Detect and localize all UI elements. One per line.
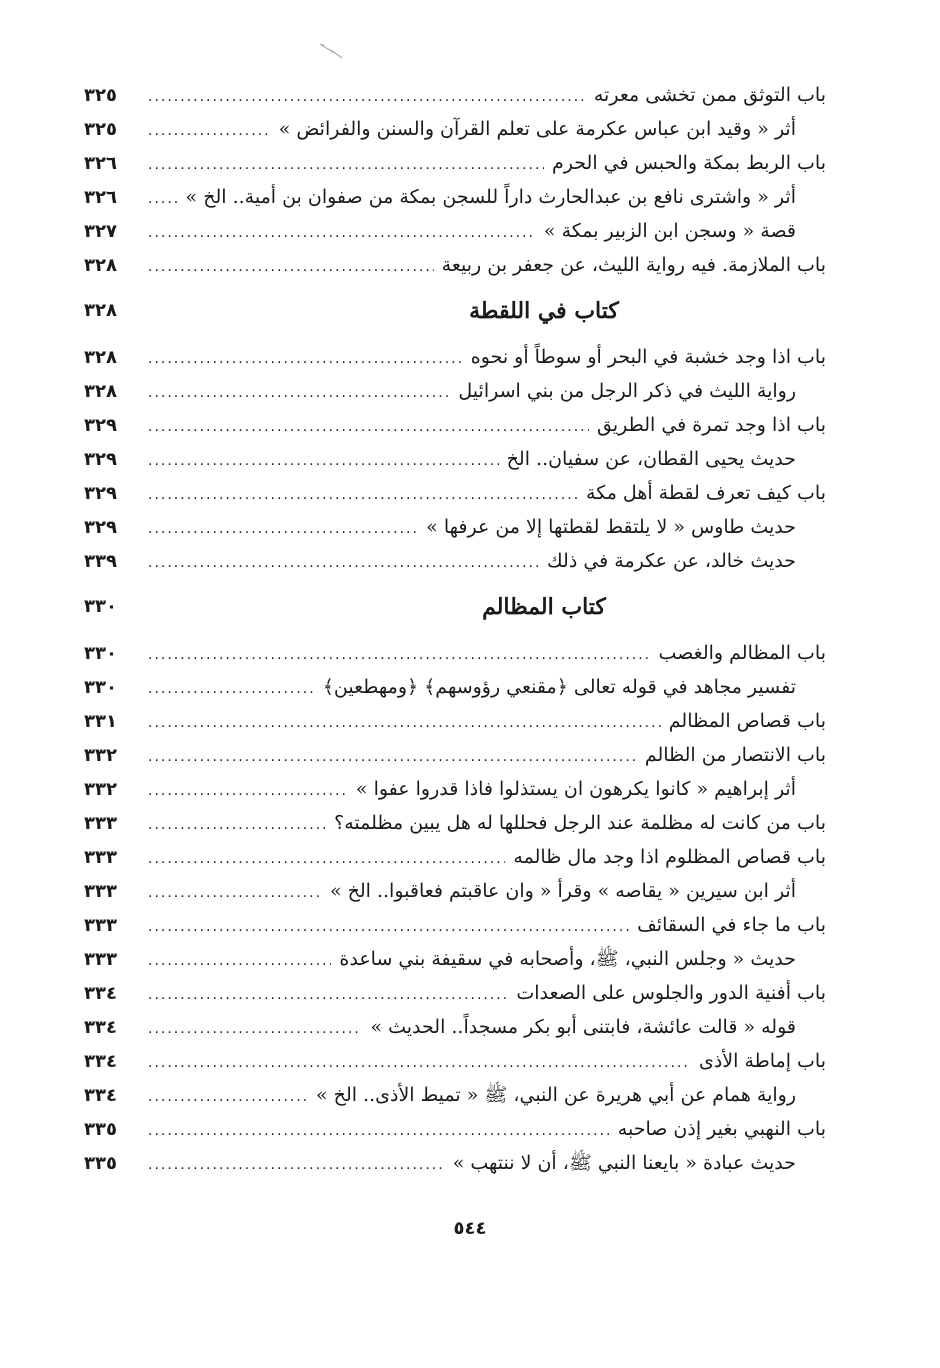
entry-title: تفسير مجاهد في قوله تعالى ﴿مقنعي رؤوسهم﴾ ﴿ومهطعين﴾ xyxy=(322,676,796,698)
dot-leader xyxy=(148,376,450,410)
dot-leader xyxy=(148,774,348,808)
page-ref: ٣٢٨ xyxy=(84,300,117,321)
page-ref: ٣٣٠ xyxy=(84,596,117,617)
dot-leader xyxy=(148,638,651,672)
dot-leader xyxy=(148,444,499,478)
entry-title: أثر « وقيد ابن عباس عكرمة على تعلم القرآن والسنن والفرائض » xyxy=(278,118,796,140)
chapter-title: كتاب المظالم xyxy=(482,594,606,620)
entry-title: حديث عبادة « بايعنا النبي ﷺ، أن لا ننتهب » xyxy=(452,1152,796,1174)
entry-title: باب أفنية الدور والجلوس على الصعدات xyxy=(516,982,826,1004)
entry-title: حديث خالد، عن عكرمة في ذلك xyxy=(547,550,796,572)
page-ref: ٣٣١ xyxy=(84,711,117,732)
page-ref: ٣٢٩ xyxy=(84,449,117,470)
toc-chapter-heading xyxy=(84,578,826,636)
dot-leader xyxy=(148,512,418,546)
entry-title: باب اذا وجد تمرة في الطريق xyxy=(597,414,826,436)
dot-leader xyxy=(148,478,578,512)
dot-leader xyxy=(148,182,178,216)
dot-leader xyxy=(148,910,629,944)
entry-title: باب ما جاء في السقائف xyxy=(637,914,826,936)
toc-entry xyxy=(84,340,826,374)
page-ref: ٣٣٢ xyxy=(84,745,117,766)
page-ref: ٣٣٠ xyxy=(84,643,117,664)
toc-entry xyxy=(84,806,826,840)
page-ref: ٣٣٣ xyxy=(84,813,117,834)
toc-subentry xyxy=(84,510,826,544)
page-ref: ٣٣٠ xyxy=(84,677,117,698)
entry-title: قصة « وسجن ابن الزبير بمكة » xyxy=(543,220,796,242)
entry-title: باب الملازمة. فيه رواية الليث، عن جعفر بن ربيعة xyxy=(441,254,826,276)
entry-title: باب كيف تعرف لقطة أهل مكة xyxy=(586,482,826,504)
ink-smudge-mark xyxy=(318,40,344,62)
page-ref: ٣٣٤ xyxy=(84,1085,117,1106)
page-ref: ٣٣٣ xyxy=(84,915,117,936)
entry-title: باب اذا وجد خشبة في البحر أو سوطاً أو نحوه xyxy=(470,346,826,368)
page-number: ٥٤٤ xyxy=(453,1218,487,1239)
toc-entry xyxy=(84,738,826,772)
toc-subentry xyxy=(84,1010,826,1044)
page-ref: ٣٢٩ xyxy=(84,483,117,504)
entry-title: باب قصاص المظلوم اذا وجد مال ظالمه xyxy=(513,846,826,868)
toc-subentry xyxy=(84,180,826,214)
entry-title: باب المظالم والغصب xyxy=(658,642,826,664)
page-ref: ٣٢٩ xyxy=(84,517,117,538)
page-ref: ٣٢٥ xyxy=(84,119,117,140)
toc-entry xyxy=(84,1044,826,1078)
toc-subentry xyxy=(84,544,826,578)
entry-title: حديث طاوس « لا يلتقط لقطتها إلا من عرفها » xyxy=(426,516,796,538)
dot-leader xyxy=(148,706,661,740)
page-ref: ٣٢٩ xyxy=(84,415,117,436)
page-ref: ٣٣٣ xyxy=(84,847,117,868)
toc-entry xyxy=(84,976,826,1010)
page-ref: ٣٢٦ xyxy=(84,187,117,208)
page-ref: ٣٣٢ xyxy=(84,779,117,800)
dot-leader xyxy=(148,148,544,182)
toc-subentry xyxy=(84,772,826,806)
page-ref: ٣٢٨ xyxy=(84,347,117,368)
toc-entry xyxy=(84,146,826,180)
toc-subentry xyxy=(84,1146,826,1180)
entry-title: باب من كانت له مظلمة عند الرجل فحللها له هل يبين مظلمته؟ xyxy=(334,812,826,834)
entry-title: قوله « قالت عائشة، فابتنى أبو بكر مسجداً.. الحديث » xyxy=(370,1016,796,1038)
page-ref: ٣٣٣ xyxy=(84,881,117,902)
entry-title: أثر ابن سيرين « يقاصه » وقرأ « وان عاقبتم فعاقبوا.. الخ » xyxy=(329,880,796,902)
toc-subentry xyxy=(84,442,826,476)
dot-leader xyxy=(148,842,505,876)
toc-entry xyxy=(84,78,826,112)
dot-leader xyxy=(148,216,536,250)
toc-entry xyxy=(84,408,826,442)
dot-leader xyxy=(148,250,434,284)
dot-leader xyxy=(148,1012,362,1046)
toc-entry xyxy=(84,1112,826,1146)
entry-title: باب الربط بمكة والحبس في الحرم xyxy=(552,152,826,174)
entry-title: حديث يحيى القطان، عن سفيان.. الخ xyxy=(506,448,796,470)
entry-title: باب الانتصار من الظالم xyxy=(644,744,826,766)
entry-title: باب التوثق ممن تخشى معرته xyxy=(593,84,826,106)
entry-title: باب النهبي بغير إذن صاحبه xyxy=(617,1118,826,1140)
toc-entry xyxy=(84,908,826,942)
toc-chapter-heading xyxy=(84,282,826,340)
chapter-title: كتاب في اللقطة xyxy=(469,298,619,324)
dot-leader xyxy=(148,114,271,148)
dot-leader xyxy=(148,1148,445,1182)
dot-leader xyxy=(148,1080,308,1114)
page-ref: ٣٣٥ xyxy=(84,1153,117,1174)
toc-subentry xyxy=(84,1078,826,1112)
page-ref: ٣٢٧ xyxy=(84,221,117,242)
entry-title: حديث « وجلس النبي، ﷺ، وأصحابه في سقيفة بني ساعدة xyxy=(339,948,796,970)
dot-leader xyxy=(148,342,463,376)
page-ref: ٣٢٨ xyxy=(84,255,117,276)
dot-leader xyxy=(148,808,326,842)
toc-entry xyxy=(84,476,826,510)
page-ref: ٣٢٦ xyxy=(84,153,117,174)
dot-leader xyxy=(148,876,322,910)
toc-subentry xyxy=(84,942,826,976)
dot-leader xyxy=(148,740,637,774)
entry-title: أثر إبراهيم « كانوا يكرهون ان يستذلوا فاذا قدروا عفوا » xyxy=(355,778,796,800)
toc-entry xyxy=(84,840,826,874)
entry-title: رواية همام عن أبي هريرة عن النبي، ﷺ « تميط الأذى.. الخ » xyxy=(316,1084,796,1106)
table-of-contents xyxy=(84,78,826,1180)
page-ref: ٣٣٣ xyxy=(84,949,117,970)
entry-title: باب إماطة الأذى xyxy=(698,1050,826,1072)
page-ref: ٣٣٤ xyxy=(84,1051,117,1072)
dot-leader xyxy=(148,80,586,114)
dot-leader xyxy=(148,944,331,978)
dot-leader xyxy=(148,410,589,444)
page-ref: ٣٣٩ xyxy=(84,551,117,572)
dot-leader xyxy=(148,672,315,706)
toc-subentry xyxy=(84,214,826,248)
toc-subentry xyxy=(84,874,826,908)
dot-leader xyxy=(148,1114,610,1148)
toc-subentry xyxy=(84,670,826,704)
dot-leader xyxy=(148,546,539,580)
page-ref: ٣٣٤ xyxy=(84,983,117,1004)
dot-leader xyxy=(148,978,508,1012)
toc-entry xyxy=(84,248,826,282)
toc-subentry xyxy=(84,374,826,408)
toc-entry xyxy=(84,704,826,738)
entry-title: أثر « واشترى نافع بن عبدالحارث داراً للسجن بمكة من صفوان بن أمية.. الخ » xyxy=(185,186,796,208)
toc-entry xyxy=(84,636,826,670)
page-ref: ٣٢٥ xyxy=(84,85,117,106)
page-ref: ٣٣٥ xyxy=(84,1119,117,1140)
page-ref: ٣٣٤ xyxy=(84,1017,117,1038)
entry-title: باب قصاص المظالم xyxy=(668,710,826,732)
entry-title: رواية الليث في ذكر الرجل من بني اسرائيل xyxy=(458,380,796,402)
dot-leader xyxy=(148,1046,691,1080)
toc-subentry xyxy=(84,112,826,146)
page-ref: ٣٢٨ xyxy=(84,381,117,402)
